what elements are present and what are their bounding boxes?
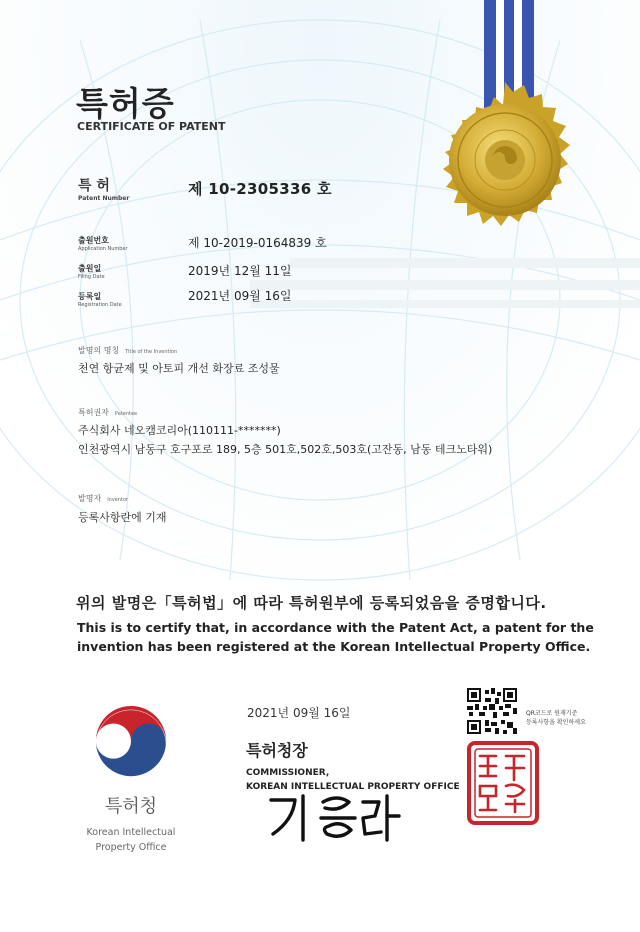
kipo-en-line2: Property Office (95, 842, 167, 853)
qr-note-line2: 등록사항을 확인하세요 (526, 719, 586, 726)
kipo-emblem-icon (92, 706, 170, 784)
invention-title-value: 천연 항균제 및 아토피 개선 화장료 조성물 (78, 362, 280, 375)
patentee-label-ko: 특허권자 (78, 408, 109, 417)
inventor-value: 등록사항란에 기재 (78, 511, 167, 524)
patentee-label (78, 407, 137, 418)
issue-date: 2021년 09월 16일 (247, 706, 351, 720)
official-seal-stamp (466, 740, 540, 826)
certification-statement-en (77, 618, 594, 656)
patentee-address: 인천광역시 남동구 호구포로 189, 5층 501호,502호,503호(고잔동, 남동 테크노타워) (78, 443, 493, 456)
patent-number-label-en: Patent Number (78, 195, 130, 202)
invention-title-label (78, 345, 177, 356)
commissioner-en-line1: COMMISSIONER, (246, 768, 330, 778)
inventor-label (78, 493, 128, 504)
registration-date-label-ko: 등록일 (78, 292, 102, 301)
qr-note-line1: QR코드로 원재기준 (526, 710, 578, 717)
certification-en-line1: This is to certify that, in accordance with the Patent Act, a patent for the (77, 620, 594, 635)
patent-number-label (78, 178, 129, 203)
inventor-label-en: Inventor (107, 497, 129, 503)
watermark-band (250, 258, 640, 308)
qr-note (526, 709, 586, 727)
kipo-en-line1: Korean Intellectual (86, 827, 176, 838)
certification-statement-ko: 위의 발명은「특허법」에 따라 특허원부에 등록되었음을 증명합니다. (76, 594, 547, 612)
patentee-label-en: Patentee (114, 411, 138, 417)
certification-en-line2: invention has been registered at the Korean Intellectual Property Office. (77, 639, 591, 654)
registration-date-label (78, 292, 122, 309)
filing-date-label-ko: 출원일 (78, 264, 102, 273)
kipo-name-ko: 특허청 (104, 796, 158, 817)
signature (265, 790, 405, 846)
patent-number-label-ko: 특 허 (78, 178, 110, 194)
patent-number-value: 제 10-2305336 호 (188, 180, 332, 198)
registration-date-value: 2021년 09월 16일 (188, 289, 292, 303)
application-number-label-en: Application Number (78, 246, 128, 252)
kipo-name-en (70, 825, 192, 855)
filing-date-label (78, 264, 105, 281)
qr-code (467, 688, 517, 734)
patentee-name: 주식회사 네오캠코리아(110111-*******) (78, 424, 281, 437)
application-number-label (78, 236, 128, 253)
commissioner-title-ko: 특허청장 (246, 741, 308, 760)
application-number-value: 제 10-2019-0164839 호 (188, 236, 327, 250)
filing-date-label-en: Filing Date (78, 274, 105, 280)
registration-date-label-en: Registration Date (78, 302, 122, 308)
certificate-title-en: CERTIFICATE OF PATENT (77, 120, 226, 133)
invention-title-label-en: Title of the Invention (125, 349, 178, 355)
commissioner-en-line2: KOREAN INTELLECTUAL PROPERTY OFFICE (246, 782, 460, 792)
invention-title-label-ko: 발명의 명칭 (78, 346, 120, 355)
filing-date-value: 2019년 12월 11일 (188, 264, 292, 278)
inventor-label-ko: 발명자 (78, 494, 102, 503)
application-number-label-ko: 출원번호 (78, 236, 109, 245)
certificate-title: 특허증 (76, 84, 175, 123)
